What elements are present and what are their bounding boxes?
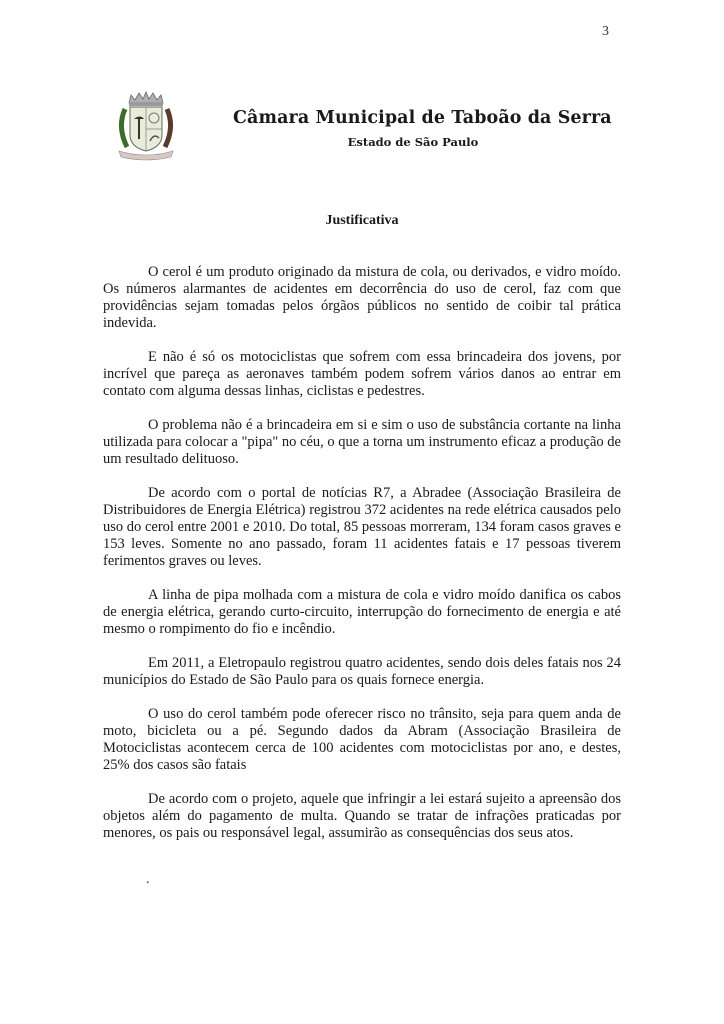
paragraph: O uso do cerol também pode oferecer risco no trânsito, seja para quem anda de moto, bicicleta ou a pé. Segundo dados da Abram (Associação Brasileira de Motociclistas acontecem cerca de 100 acidentes com motociclistas por ano, e destes, 25% dos casos são fatais xyxy=(103,706,621,773)
coat-of-arms-icon xyxy=(113,89,179,161)
paragraph: O cerol é um produto originado da mistura de cola, ou derivados, e vidro moído. Os números alarmantes de acidentes em decorrência do uso de cerol, faz com que providências sejam tomadas pelos órgãos públicos no sentido de coibir tal prática indevida. xyxy=(103,264,621,331)
trailing-mark: . xyxy=(146,872,150,887)
document-heading: Justificativa xyxy=(325,213,399,228)
paragraph: E não é só os motociclistas que sofrem com essa brincadeira dos jovens, por incrível que pareça as aeronaves também podem sofrem vários danos ao entrar em contato com alguma dessas linhas, ciclistas e pedestres. xyxy=(103,349,621,399)
paragraph: De acordo com o portal de notícias R7, a Abradee (Associação Brasileira de Distribuidores de Energia Elétrica) registrou 372 acidentes na rede elétrica causados pelo uso do cerol entre 2001 e 2010. Do total, 85 pessoas morreram, 134 foram casos graves e 153 leves. Somente no ano passado, foram 11 acidentes fatais e 17 pessoas tiverem ferimentos graves ou leves. xyxy=(103,485,621,569)
paragraph: De acordo com o projeto, aquele que infringir a lei estará sujeito a apreensão dos objetos além do pagamento de multa. Quando se tratar de infrações praticadas por menores, os pais ou responsável legal, assumirão as consequências dos seus atos. xyxy=(103,791,621,841)
institution-title: Câmara Municipal de Taboão da Serra xyxy=(233,108,612,128)
paragraph: Em 2011, a Eletropaulo registrou quatro acidentes, sendo dois deles fatais nos 24 municípios do Estado de São Paulo para os quais fornece energia. xyxy=(103,655,621,688)
institution-subtitle: Estado de São Paulo xyxy=(347,135,479,149)
document-body xyxy=(103,264,621,859)
paragraph: A linha de pipa molhada com a mistura de cola e vidro moído danifica os cabos de energia elétrica, gerando curto-circuito, interrupção do fornecimento de energia e até mesmo o rompimento do fio e incêndio. xyxy=(103,587,621,637)
page-number: 3 xyxy=(602,24,609,39)
paragraph: O problema não é a brincadeira em si e sim o uso de substância cortante na linha utilizada para colocar a "pipa" no céu, o que a torna um instrumento eficaz a produção de um resultado delituoso. xyxy=(103,417,621,467)
